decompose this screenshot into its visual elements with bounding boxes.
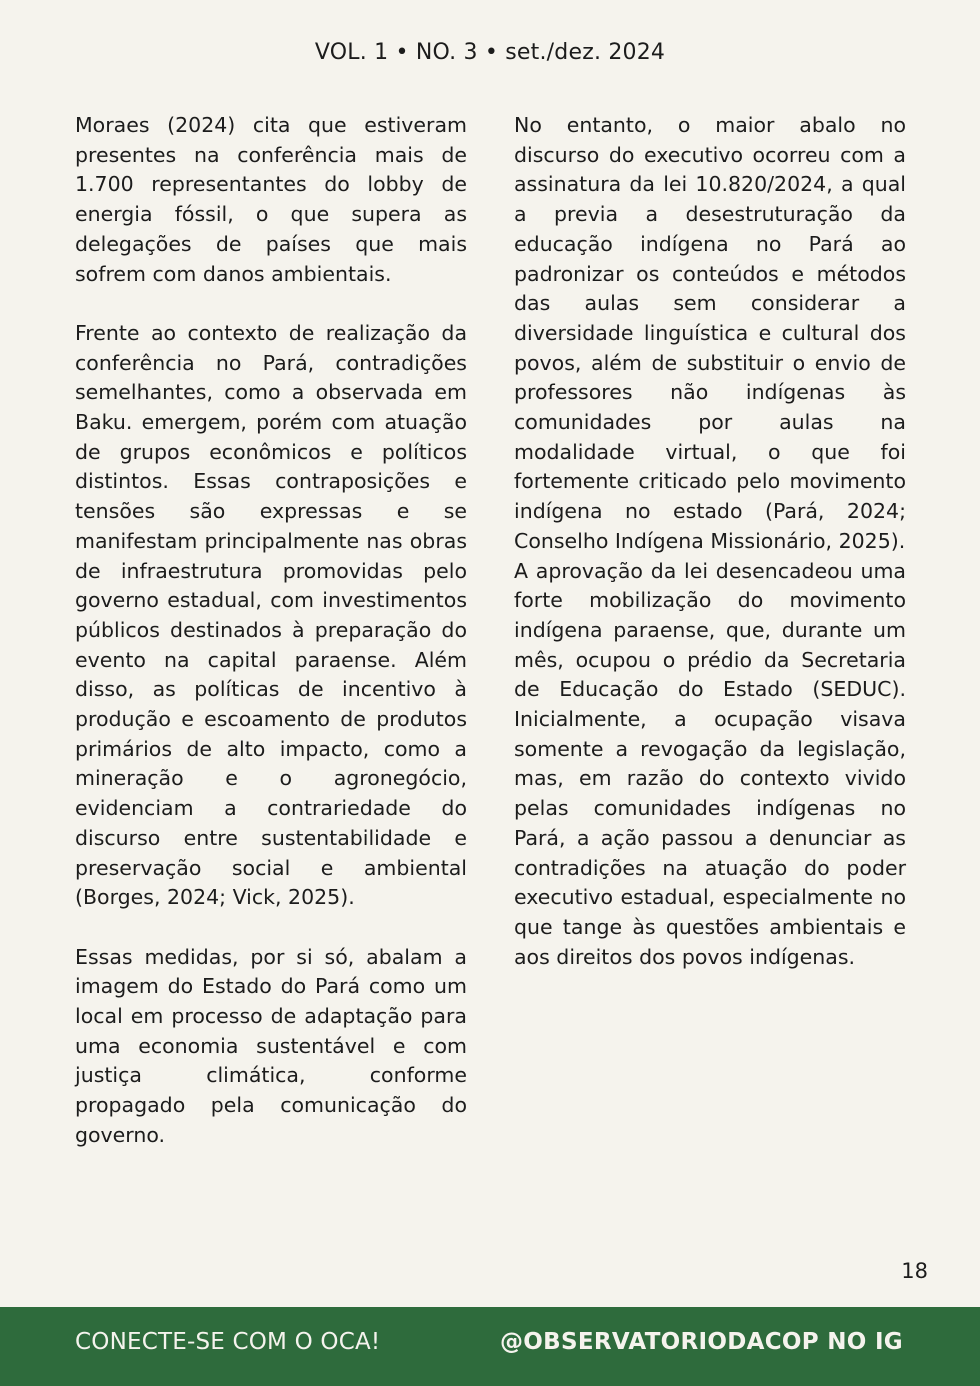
left-column [75,111,467,1151]
footer-connect-text: CONECTE-SE COM O OCA! [75,1329,381,1355]
issue-header: VOL. 1 • NO. 3 • set./dez. 2024 [314,40,666,65]
left-paragraph-3: Essas medidas, por si só, abalam a imagem do Estado do Pará como um local em processo de adaptação para uma economia sustentável e com justiça climática, conforme propagado pela comunicação do governo. [75,944,467,1147]
footer-bar [0,1307,980,1386]
right-column [514,111,906,972]
left-paragraph-1: Moraes (2024) cita que estiveram presentes na conferência mais de 1.700 representantes do lobby de energia fóssil, o que supera as delegações de países que mais sofrem com danos ambientais. [75,113,467,286]
right-paragraph-2: A aprovação da lei desencadeou uma forte mobilização do movimento indígena paraense, que, durante um mês, ocupou o prédio da Secretaria de Educação do Estado (SEDUC). Inicialmente, a ocupação visava somente a revogação da legislação, mas, em razão do contexto vivido pelas comunidades indígenas no Pará, a ação passou a denunciar as contradições na atuação do poder executivo estadual, especialmente no que tange às questões ambientais e aos direitos dos povos indígenas. [514,558,906,969]
footer-instagram-handle[interactable]: @OBSERVATORIODACOP NO IG [499,1329,903,1355]
left-paragraph-2: Frente ao contexto de realização da conferência no Pará, contradições semelhantes, como a observada em Baku. emergem, porém com atuação de grupos econômicos e políticos distintos. Essas contraposições e tensões são expressas e se manifestam principalmente nas obras de infraestrutura promovidas pelo governo estadual, com investimentos públicos destinados à preparação do evento na capital paraense. Além disso, as políticas de incentivo à produção e escoamento de produtos primários de alto impacto, como a mineração e o agronegócio, evidenciam a contrariedade do discurso entre sustentabilidade e preservação social e ambiental (Borges, 2024; Vick, 2025). [75,320,467,910]
page-number: 18 [901,1259,928,1283]
right-paragraph-1: No entanto, o maior abalo no discurso do executivo ocorreu com a assinatura da lei 10.820/2024, a qual a previa a desestruturação da educação indígena no Pará ao padronizar os conteúdos e métodos das aulas sem considerar a diversidade linguística e cultural dos povos, além de substituir o envio de professores não indígenas às comunidades por aulas na modalidade virtual, o que foi fortemente criticado pelo movimento indígena no estado (Pará, 2024; Conselho Indígena Missionário, 2025). [514,113,906,553]
